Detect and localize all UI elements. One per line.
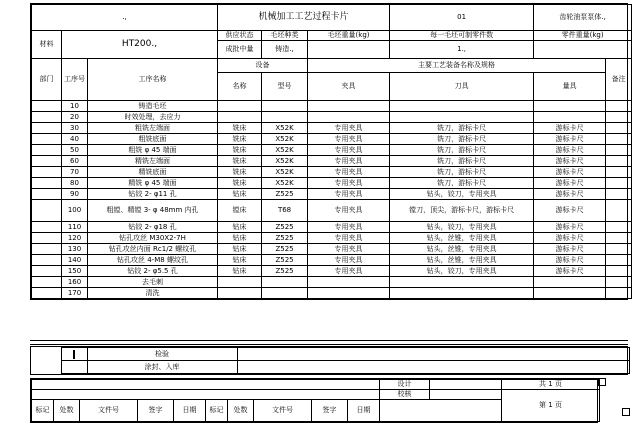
- sub-equipment-model: 型号: [262, 73, 308, 101]
- row-op-name: 钻孔攻丝 4-M8 螺纹孔: [88, 255, 218, 266]
- row-equipment: 铣床: [218, 156, 262, 167]
- total-pages: 共 1 页: [502, 380, 600, 390]
- row-gauge: 游标卡尺: [534, 266, 606, 277]
- row-equipment: 铣床: [218, 145, 262, 156]
- operation-row: [32, 189, 632, 200]
- row-workshop: [32, 288, 62, 299]
- row-cutter: 铣刀，游标卡尺: [390, 134, 534, 145]
- count-label-2: 处数: [228, 400, 254, 422]
- row-gauge: [534, 277, 606, 288]
- row-model: Z525: [262, 222, 308, 233]
- operation-row: [32, 134, 632, 145]
- row-workshop: [32, 233, 62, 244]
- operation-row: [32, 123, 632, 134]
- row-cutter: 铣刀，游标卡尺: [390, 123, 534, 134]
- blank-op-cell: [61, 361, 87, 374]
- row-equipment: [218, 101, 262, 112]
- row-op-name: 钻铰 2- φ11 孔: [88, 189, 218, 200]
- part-weight-label: 零件重量(kg): [534, 31, 632, 41]
- blank-type-label: 毛坯种类: [262, 31, 308, 41]
- signature-block: [30, 378, 598, 423]
- row-equipment: 钻床: [218, 233, 262, 244]
- material-label: 材料: [32, 31, 62, 59]
- row-note: [606, 123, 632, 134]
- row-model: X52K: [262, 156, 308, 167]
- row-op-name: 钻孔攻丝 M30X2-7H: [88, 233, 218, 244]
- row-cutter: [390, 101, 534, 112]
- row-model: [262, 277, 308, 288]
- row-equipment: 铣床: [218, 123, 262, 134]
- row-workshop: [32, 222, 62, 233]
- operation-row: [32, 244, 632, 255]
- process-card-table-frame: [30, 3, 628, 300]
- row-cutter: 铣刀，游标卡尺: [390, 167, 534, 178]
- row-note: [606, 277, 632, 288]
- row-fixture: [308, 112, 390, 123]
- inspect-marker-cell: [61, 348, 87, 361]
- row-cutter: 钻头，丝锥，专用夹具: [390, 244, 534, 255]
- row-workshop: [32, 266, 62, 277]
- row-note: [606, 200, 632, 222]
- row-note: [606, 255, 632, 266]
- row-model: Z525: [262, 244, 308, 255]
- row-equipment: 铣床: [218, 178, 262, 189]
- operation-row: [32, 156, 632, 167]
- row-workshop: [32, 167, 62, 178]
- sub-equipment-name: 名称: [218, 73, 262, 101]
- row-fixture: 专用夹具: [308, 189, 390, 200]
- row-workshop: [32, 156, 62, 167]
- row-cutter: 镗刀，顶尖，游标卡尺，游标卡尺: [390, 200, 534, 222]
- finished-weight-label: 成批中量: [218, 41, 262, 59]
- row-op-name: 钻铰 2- φ18 孔: [88, 222, 218, 233]
- row-gauge: 游标卡尺: [534, 200, 606, 222]
- row-op-no: 40: [62, 134, 88, 145]
- row-fixture: 专用夹具: [308, 123, 390, 134]
- row-workshop: [32, 189, 62, 200]
- sub-cutter: 刀具: [390, 73, 534, 101]
- row-model: [262, 288, 308, 299]
- part-name: 齿轮油泵泵体.,: [534, 5, 632, 31]
- operation-row: [32, 167, 632, 178]
- row-op-name: 粗铣 φ 45 端面: [88, 145, 218, 156]
- text-cursor-icon: [73, 350, 75, 359]
- row-fixture: 专用夹具: [308, 156, 390, 167]
- process-card-table: [31, 4, 632, 299]
- row-op-no: 160: [62, 277, 88, 288]
- row-cutter: 铣刀，游标卡尺: [390, 178, 534, 189]
- row-cutter: 钻头，铰刀，专用夹具: [390, 189, 534, 200]
- operation-row: [32, 200, 632, 222]
- sub-gauge: 量具: [534, 73, 606, 101]
- row-workshop: [32, 200, 62, 222]
- blank-weight-value: [308, 41, 390, 59]
- row-note: [606, 101, 632, 112]
- row-fixture: [308, 277, 390, 288]
- row-op-name: 精铣底面: [88, 167, 218, 178]
- parts-per-blank-label: 每一毛坯可制零件数: [390, 31, 534, 41]
- operation-row: [32, 178, 632, 189]
- row-equipment: 钻床: [218, 255, 262, 266]
- row-cutter: 钻头，铰刀，专用夹具: [390, 222, 534, 233]
- row-equipment: [218, 277, 262, 288]
- row-fixture: 专用夹具: [308, 167, 390, 178]
- row-cutter: [390, 277, 534, 288]
- row-op-no: 100: [62, 200, 88, 222]
- oil-store-remark: [237, 361, 629, 374]
- row-op-no: 140: [62, 255, 88, 266]
- row-equipment: 钻床: [218, 222, 262, 233]
- row-op-no: 50: [62, 145, 88, 156]
- row-op-no: 60: [62, 156, 88, 167]
- material-value: HT200.,: [62, 31, 218, 59]
- row-workshop: [32, 112, 62, 123]
- row-fixture: 专用夹具: [308, 145, 390, 156]
- blank-weight-label: 毛坯重量(kg): [308, 31, 390, 41]
- row-note: [606, 134, 632, 145]
- row-gauge: 游标卡尺: [534, 167, 606, 178]
- operation-rows: [32, 101, 632, 299]
- row-op-name: 粗铣底面: [88, 134, 218, 145]
- row-gauge: 游标卡尺: [534, 123, 606, 134]
- row-op-name: 粗镗、精镗 3- φ 48mm 内孔: [88, 200, 218, 222]
- row-model: [262, 112, 308, 123]
- inspect-remark: [237, 348, 629, 361]
- row-model: X52K: [262, 145, 308, 156]
- review-label: 校核: [380, 390, 430, 400]
- row-op-no: 130: [62, 244, 88, 255]
- row-equipment: 钻床: [218, 189, 262, 200]
- row-model: X52K: [262, 123, 308, 134]
- part-weight-value: [534, 41, 632, 59]
- row-op-name: 精铣 φ 45 端面: [88, 178, 218, 189]
- row-gauge: 游标卡尺: [534, 233, 606, 244]
- operation-row: [32, 255, 632, 266]
- row-gauge: 游标卡尺: [534, 145, 606, 156]
- sign-label-2: 签字: [312, 400, 348, 422]
- row-gauge: [534, 288, 606, 299]
- row-op-no: 30: [62, 123, 88, 134]
- row-workshop: [32, 101, 62, 112]
- oil-store-label: 涂封、入库: [87, 361, 237, 374]
- row-cutter: [390, 112, 534, 123]
- row-cutter: 铣刀，游标卡尺: [390, 145, 534, 156]
- row-note: [606, 244, 632, 255]
- row-op-no: 150: [62, 266, 88, 277]
- row-op-name: 精铣左端面: [88, 156, 218, 167]
- resize-handle-bottom-right[interactable]: [622, 408, 630, 416]
- row-equipment: 钻床: [218, 266, 262, 277]
- sub-fixture: 夹具: [308, 73, 390, 101]
- card-title: 机械加工工艺过程卡片: [218, 5, 390, 31]
- row-op-name: 去毛刺: [88, 277, 218, 288]
- date-label-1: 日期: [174, 400, 206, 422]
- row-note: [606, 112, 632, 123]
- page-no: 第 1 页: [502, 390, 600, 422]
- row-op-name: 钻孔攻丝内面 Rc1/2 螺纹孔: [88, 244, 218, 255]
- row-fixture: [308, 101, 390, 112]
- row-workshop: [32, 255, 62, 266]
- operation-row: [32, 222, 632, 233]
- corner-cell: [32, 5, 218, 31]
- row-gauge: 游标卡尺: [534, 222, 606, 233]
- operation-row: [32, 277, 632, 288]
- operation-row: [32, 112, 632, 123]
- row-note: [606, 266, 632, 277]
- doc-no-label-1: 文件号: [80, 400, 138, 422]
- row-op-no: 80: [62, 178, 88, 189]
- row-note: [606, 288, 632, 299]
- row-model: X52K: [262, 134, 308, 145]
- row-fixture: 专用夹具: [308, 178, 390, 189]
- row-cutter: 铣刀，游标卡尺: [390, 156, 534, 167]
- col-tooling: 主要工艺装备名称及规格: [308, 59, 606, 73]
- bottom-blank-2: [31, 361, 61, 374]
- col-workshop: 部门: [32, 59, 62, 101]
- row-equipment: 铣床: [218, 167, 262, 178]
- row-note: [606, 145, 632, 156]
- inspection-block: [30, 346, 628, 375]
- row-fixture: 专用夹具: [308, 134, 390, 145]
- row-cutter: 钻头，铰刀，专用夹具: [390, 266, 534, 277]
- row-workshop: [32, 123, 62, 134]
- row-note: [606, 189, 632, 200]
- row-op-name: 清洗: [88, 288, 218, 299]
- row-model: Z525: [262, 233, 308, 244]
- row-cutter: 钻头，丝锥，专用夹具: [390, 233, 534, 244]
- sig-blank-mid: [32, 390, 380, 400]
- supply-state-label: 供应状态: [218, 31, 262, 41]
- sign-label-1: 签字: [138, 400, 174, 422]
- col-equipment: 设备: [218, 59, 308, 73]
- row-equipment: [218, 288, 262, 299]
- row-op-no: 120: [62, 233, 88, 244]
- product-no: 01: [390, 5, 534, 31]
- row-op-no: 110: [62, 222, 88, 233]
- row-note: [606, 167, 632, 178]
- design-value: [430, 380, 502, 390]
- sig-blank-bottom: [380, 400, 502, 422]
- row-workshop: [32, 277, 62, 288]
- blank-type-value: 铸造.,: [262, 41, 308, 59]
- row-fixture: 专用夹具: [308, 244, 390, 255]
- row-model: X52K: [262, 178, 308, 189]
- parts-per-blank-value: 1.,: [390, 41, 534, 59]
- row-op-name: 铸造毛坯: [88, 101, 218, 112]
- operation-row: [32, 145, 632, 156]
- row-op-name: 粗铣左端面: [88, 123, 218, 134]
- sig-blank-top: [32, 380, 380, 390]
- row-model: T68: [262, 200, 308, 222]
- count-label-1: 处数: [54, 400, 80, 422]
- design-label: 设计: [380, 380, 430, 390]
- row-op-no: 90: [62, 189, 88, 200]
- row-model: [262, 101, 308, 112]
- row-model: Z525: [262, 266, 308, 277]
- row-note: [606, 233, 632, 244]
- row-gauge: 游标卡尺: [534, 244, 606, 255]
- row-fixture: 专用夹具: [308, 255, 390, 266]
- row-cutter: [390, 288, 534, 299]
- row-model: X52K: [262, 167, 308, 178]
- row-op-no: 170: [62, 288, 88, 299]
- row-note: [606, 178, 632, 189]
- row-fixture: 专用夹具: [308, 222, 390, 233]
- row-workshop: [32, 244, 62, 255]
- doc-no-label-2: 文件号: [254, 400, 312, 422]
- row-gauge: 游标卡尺: [534, 255, 606, 266]
- col-note: 备注: [606, 59, 632, 101]
- row-gauge: 游标卡尺: [534, 178, 606, 189]
- operation-row: [32, 288, 632, 299]
- row-workshop: [32, 145, 62, 156]
- row-op-no: 20: [62, 112, 88, 123]
- row-gauge: 游标卡尺: [534, 134, 606, 145]
- operation-row: [32, 266, 632, 277]
- row-gauge: [534, 112, 606, 123]
- row-workshop: [32, 134, 62, 145]
- row-equipment: 钻床: [218, 244, 262, 255]
- col-op-no: 工序号: [62, 59, 88, 101]
- row-op-name: 钻铰 2- φ5.5 孔: [88, 266, 218, 277]
- col-op-name: 工序名称: [88, 59, 218, 101]
- row-equipment: 镗床: [218, 200, 262, 222]
- row-model: Z525: [262, 189, 308, 200]
- bottom-blank: [31, 348, 61, 361]
- inspect-label: 检验: [87, 348, 237, 361]
- row-equipment: [218, 112, 262, 123]
- row-fixture: 专用夹具: [308, 200, 390, 222]
- row-op-no: 70: [62, 167, 88, 178]
- row-cutter: 钻头，丝锥，专用夹具: [390, 255, 534, 266]
- operation-row: [32, 233, 632, 244]
- row-fixture: 专用夹具: [308, 233, 390, 244]
- row-gauge: [534, 101, 606, 112]
- row-workshop: [32, 178, 62, 189]
- row-note: [606, 222, 632, 233]
- row-gauge: 游标卡尺: [534, 189, 606, 200]
- row-model: Z525: [262, 255, 308, 266]
- operation-row: [32, 101, 632, 112]
- review-value: [430, 390, 502, 400]
- mark-label-2: 标记: [206, 400, 228, 422]
- row-op-name: 时效处理，去应力: [88, 112, 218, 123]
- section-separator: [30, 340, 628, 345]
- row-fixture: 专用夹具: [308, 266, 390, 277]
- date-label-2: 日期: [348, 400, 380, 422]
- row-note: [606, 156, 632, 167]
- mark-label-1: 标记: [32, 400, 54, 422]
- row-gauge: 游标卡尺: [534, 156, 606, 167]
- row-fixture: [308, 288, 390, 299]
- corner-text: .,: [122, 13, 127, 21]
- row-op-no: 10: [62, 101, 88, 112]
- row-equipment: 铣床: [218, 134, 262, 145]
